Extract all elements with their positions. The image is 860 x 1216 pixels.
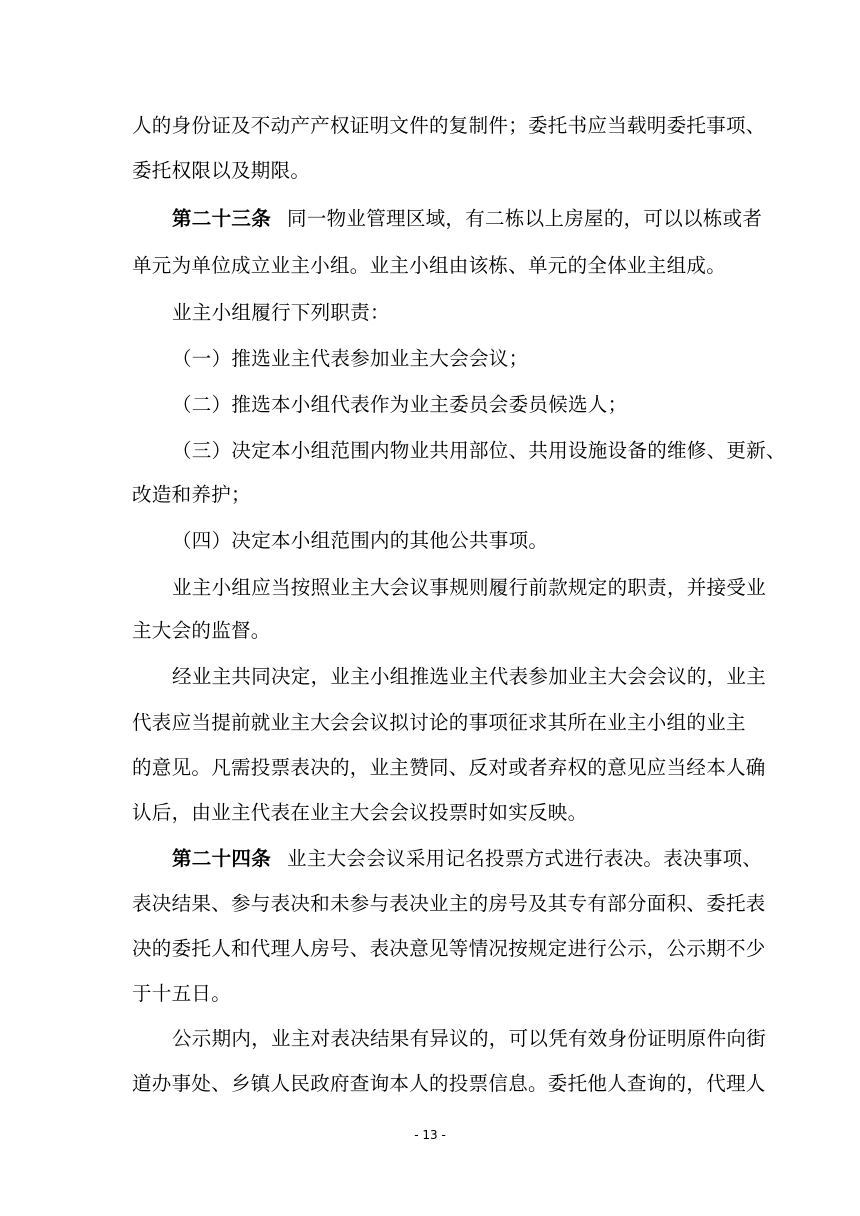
list-item: （二）推选本小组代表作为业主委员会委员候选人； (172, 393, 628, 416)
article-24-heading: 第二十四条 (172, 847, 272, 870)
text-line: 经业主共同决定，业主小组推选业主代表参加业主大会会议的，业主 (172, 665, 767, 688)
text-line: 人的身份证及不动产产权证明文件的复制件；委托书应当载明委托事项、 (132, 114, 766, 137)
text-line: 单元为单位成立业主小组。业主小组由该栋、单元的全体业主组成。 (132, 254, 727, 277)
text-line: 同一物业管理区域，有二栋以上房屋的，可以以栋或者 (287, 207, 763, 230)
article-23-heading: 第二十三条 (172, 207, 272, 230)
text-line: 改造和养护； (132, 483, 251, 506)
list-item: （一）推选业主代表参加业主大会会议； (172, 347, 529, 370)
text-line: 决的委托人和代理人房号、表决意见等情况按规定进行公示，公示期不少 (132, 937, 766, 960)
text-line: 道办事处、乡镇人民政府查询本人的投票信息。委托他人查询的，代理人 (132, 1072, 766, 1095)
text-line: 于十五日。 (132, 982, 232, 1005)
list-item: （四）决定本小组范围内的其他公共事项。 (172, 529, 549, 552)
text-line: 业主大会会议采用记名投票方式进行表决。表决事项、 (287, 847, 763, 870)
text-line: 表决结果、参与表决和未参与表决业主的房号及其专有部分面积、委托表 (132, 892, 766, 915)
text-line: 业主小组应当按照业主大会议事规则履行前款规定的职责，并接受业 (172, 576, 767, 599)
text-line: 委托权限以及期限。 (132, 159, 311, 182)
text-line: 认后，由业主代表在业主大会会议投票时如实反映。 (132, 801, 588, 824)
article-24-first-line (172, 846, 763, 872)
list-item: （三）决定本小组范围内物业共用部位、共用设施设备的维修、更新、 (172, 439, 786, 462)
article-23-first-line (172, 206, 763, 232)
text-line: 的意见。凡需投票表决的，业主赞同、反对或者弃权的意见应当经本人确 (132, 756, 766, 779)
page-number: - 13 - (414, 1128, 446, 1142)
text-line: 公示期内，业主对表决结果有异议的，可以凭有效身份证明原件向街 (172, 1027, 767, 1050)
text-line: 代表应当提前就业主大会会议拟讨论的事项征求其所在业主小组的业主 (132, 711, 746, 734)
text-line: 业主小组履行下列职责： (172, 301, 390, 324)
text-line: 主大会的监督。 (132, 619, 271, 642)
